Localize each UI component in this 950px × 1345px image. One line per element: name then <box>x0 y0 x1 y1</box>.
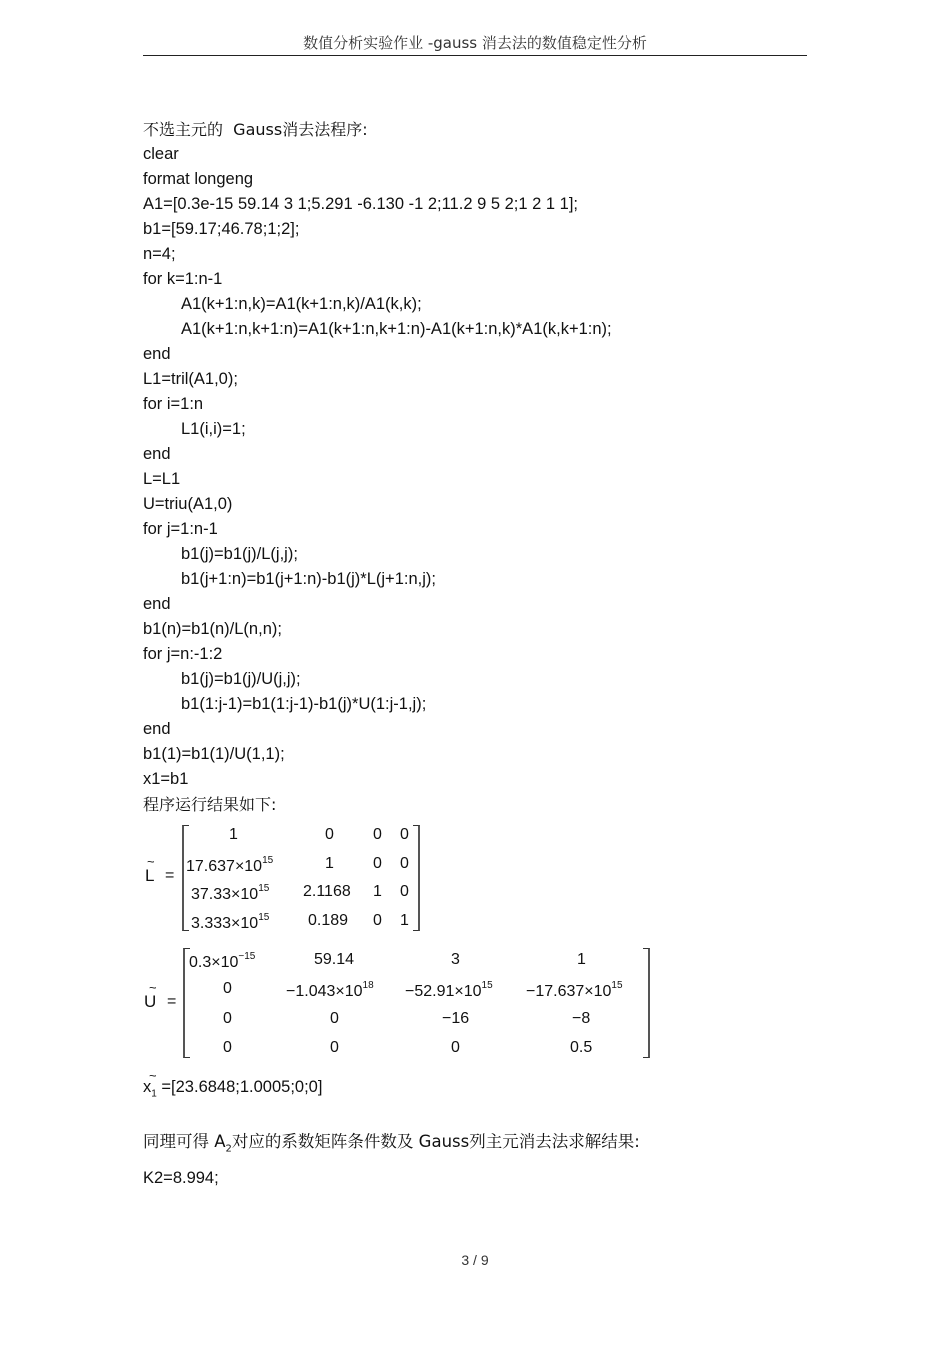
code-line: end <box>143 595 171 613</box>
paragraph: 同理可得 $A_2$对应的系数矩阵条件数及 Gauss列主元消去法求解结果: <box>143 1132 640 1155</box>
code-line: L=L1 <box>143 470 181 488</box>
right-bracket <box>643 948 650 1058</box>
code-line: format longeng <box>143 170 254 188</box>
matrix-cell: $-17.637\times 10^{15}$ <box>526 980 623 1000</box>
matrix-cell: 1 <box>325 855 334 872</box>
matrix-cell: $3.333\times 10^{15}$ <box>191 912 270 932</box>
code-line: b1(1:j-1)=b1(1:j-1)-b1(j)*U(1:j-1,j); <box>181 695 427 713</box>
matrix-l-name: L <box>145 866 155 885</box>
x1-value: =[23.6848;1.0005;0;0] <box>161 1078 323 1096</box>
code-intro: 不选主元的 Gauss消去法程序: <box>143 120 368 139</box>
tilde-mark: ~ <box>149 1068 157 1083</box>
matrix-cell: 0 <box>330 1039 339 1056</box>
matrix-cell: $17.637\times 10^{15}$ <box>186 855 274 875</box>
code-line: A1=[0.3e-15 59.14 3 1;5.291 -6.130 -1 2;11.2 9 5 2;1 2 1 1]; <box>143 195 578 213</box>
matrix-cell: 1 <box>577 951 586 968</box>
x1-sub: 1 <box>151 1088 157 1100</box>
matrix-cell: 1 <box>229 826 238 843</box>
equals-sign: = <box>165 867 175 884</box>
matrix-cell: 0 <box>373 912 382 929</box>
code-line: L1=tril(A1,0); <box>143 370 238 388</box>
matrix-cell: 0.5 <box>570 1039 593 1056</box>
matrix-cell: 0 <box>400 883 409 900</box>
code-line: b1=[59.17;46.78;1;2]; <box>143 220 300 238</box>
right-bracket <box>413 825 420 931</box>
page-header: 数值分析实验作业 -gauss 消去法的数值稳定性分析 <box>303 34 647 52</box>
matrix-cell: 0 <box>373 826 382 843</box>
matrix-cell: $-1.043\times 10^{18}$ <box>286 980 374 1000</box>
code-line: A1(k+1:n,k+1:n)=A1(k+1:n,k+1:n)-A1(k+1:n,k)*A1(k,k+1:n); <box>181 320 612 338</box>
code-block <box>143 117 612 817</box>
code-line: n=4; <box>143 245 176 263</box>
matrix-cell: −16 <box>442 1010 470 1027</box>
matrix-cell: 3 <box>451 951 460 968</box>
matrix-cell: 0 <box>325 826 334 843</box>
matrix-cell: 0 <box>223 980 232 997</box>
matrix-u-name: U <box>144 992 157 1011</box>
left-bracket <box>182 825 189 931</box>
code-line: b1(j+1:n)=b1(j+1:n)-b1(j)*L(j+1:n,j); <box>181 570 436 588</box>
code-line: for j=1:n-1 <box>143 520 218 538</box>
tilde-mark: ~ <box>147 854 155 869</box>
code-line: x1=b1 <box>143 770 189 788</box>
code-line: end <box>143 720 171 738</box>
matrix-cell: 0 <box>400 826 409 843</box>
code-line: end <box>143 445 171 463</box>
matrix-cell: 0.189 <box>308 912 349 929</box>
code-line: clear <box>143 145 179 163</box>
matrix-cell: 1 <box>373 883 382 900</box>
matrix-cell: 0 <box>373 855 382 872</box>
matrix-cell: 0 <box>223 1010 232 1027</box>
code-line: end <box>143 345 171 363</box>
matrix-cell: −8 <box>572 1010 591 1027</box>
code-line: L1(i,i)=1; <box>181 420 246 438</box>
page-number: 3 / 9 <box>461 1252 489 1268</box>
matrix-cell: $37.33\times 10^{15}$ <box>191 883 270 903</box>
k2-line: K2=8.994; <box>143 1169 219 1187</box>
tilde-mark: ~ <box>149 980 157 995</box>
result-label: 程序运行结果如下: <box>143 795 277 814</box>
matrix-cell: 0 <box>451 1039 460 1056</box>
code-line: U=triu(A1,0) <box>143 495 233 513</box>
code-line: b1(n)=b1(n)/L(n,n); <box>143 620 282 638</box>
x1-line <box>143 1078 322 1099</box>
equals-sign: = <box>167 993 177 1010</box>
matrix-cell: 0 <box>400 855 409 872</box>
matrix-cell: 0 <box>330 1010 339 1027</box>
code-line: b1(1)=b1(1)/U(1,1); <box>143 745 285 763</box>
code-line: b1(j)=b1(j)/L(j,j); <box>181 545 298 563</box>
matrix-cell: 59.14 <box>314 951 355 968</box>
header-divider <box>143 55 807 56</box>
code-line: for j=n:-1:2 <box>143 645 223 663</box>
matrix-cell: $-52.91\times 10^{15}$ <box>405 980 493 1000</box>
matrix-cell: 0 <box>223 1039 232 1056</box>
matrix-cell: 1 <box>400 912 409 929</box>
matrix-cell: 2.1168 <box>303 883 351 900</box>
x1-var: x <box>143 1078 152 1096</box>
matrix-cell: $0.3\times 10^{-15}$ <box>189 951 256 971</box>
code-line: b1(j)=b1(j)/U(j,j); <box>181 670 301 688</box>
code-line: for i=1:n <box>143 395 204 413</box>
code-line: for k=1:n-1 <box>143 270 223 288</box>
code-line: A1(k+1:n,k)=A1(k+1:n,k)/A1(k,k); <box>181 295 422 313</box>
